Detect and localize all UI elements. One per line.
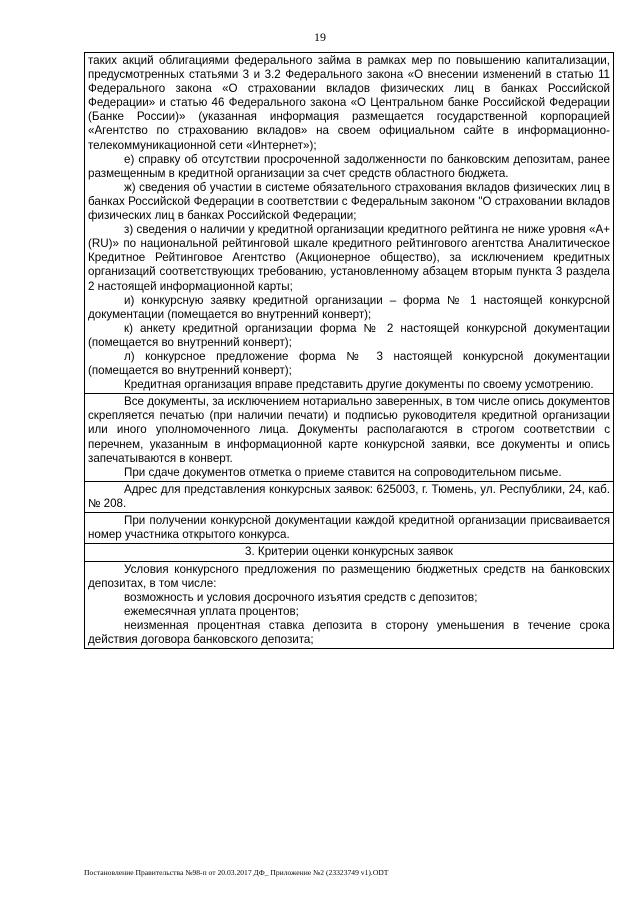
page-number: 19 [314, 30, 326, 44]
table-row [85, 394, 614, 482]
table-row [85, 544, 614, 562]
paragraph: При сдаче документов отметка о приеме ставится на сопроводительном письме. [124, 465, 562, 479]
paragraph: Условия конкурсного предложения по размещению бюджетных средств на банковских депозитах, в том числе: [88, 562, 610, 590]
address-cell [85, 481, 614, 512]
documents-list-cell [85, 53, 614, 394]
table-row [85, 513, 614, 544]
paragraph: и) конкурсную заявку кредитной организации – форма № 1 настоящей конкурсной документации (помещается во внутренний конверт); [88, 293, 610, 321]
table-row [85, 53, 614, 394]
paragraph: л) конкурсное предложение форма № 3 настоящей конкурсной документации (помещается во внутренний конверт); [88, 349, 610, 378]
paragraph: Кредитная организация вправе представить другие документы по своему усмотрению. [124, 378, 594, 392]
table-row [85, 481, 614, 512]
criteria-cell [85, 561, 614, 649]
paragraph: ж) сведения об участии в системе обязательного страхования вкладов физических лиц в банках Российской Федерации в соответствии с Федеральным законом "О страховании вкладов физических лиц в банках Российской Федерации; [88, 180, 610, 223]
table-row [85, 561, 614, 649]
page-footer: Постановление Правительства №98-п от 20.03.2017 ДФ_ Приложение №2 (23323749 v1).ODT [84, 868, 389, 877]
section-heading: 3. Критерии оценки конкурсных заявок [85, 544, 614, 562]
paragraph: к) анкету кредитной организации форма № 2 настоящей конкурсной документации (помещается во внутренний конверт); [88, 321, 610, 349]
paragraph: Все документы, за исключением нотариально заверенных, в том числе опись документов скрепляется печатью (при наличии печати) и подписью руководителя кредитной организации или иного уполномоченного лица. Документы располагаются в строгом соответствии с перечнем, указанным в информационной карте конкурсной заявки, все документы и опись запечатываются в конверт. [88, 395, 610, 465]
paragraph: таких акций облигациями федерального займа в рамках мер по повышению капитализации, предусмотренных статьями 3 и 3.2 Федерального закона «О внесении изменений в статью 11 Федерального закона «О страховании вкладов физических лиц в банках Российской Федерации» и статью 46 Федерального закона «О Центральном банке Российской Федерации (Банке России)» (указанная информация размещается государственной корпорацией «Агентство по страхованию вкладов» на своем официальном сайте в информационно-телекоммуникационной сети «Интернет»); [88, 54, 610, 152]
document-table [84, 52, 614, 649]
paragraph: ежемесячная уплата процентов; [124, 604, 299, 618]
paragraph: При получении конкурсной документации каждой кредитной организации присваивается номер участника открытого конкурса. [88, 514, 610, 542]
paragraph: возможность и условия досрочного изъятия средств с депозитов; [124, 590, 478, 604]
paragraph: з) сведения о наличии у кредитной организации кредитного рейтинга не ниже уровня «A+(RU)» по национальной рейтинговой шкале кредитного рейтингового агентства Аналитическое Кредитное Рейтинговое Агентство (Акционерное общество), за исключением кредитных организаций соответствующих требованию, установленному абзацем вторым пункта 3 раздела 2 настоящей информационной карты; [88, 223, 610, 293]
participant-number-cell [85, 513, 614, 544]
paragraph: неизменная процентная ставка депозита в сторону уменьшения в течение срока действия договора банковского депозита; [88, 619, 610, 647]
sealing-requirements-cell [85, 394, 614, 482]
paragraph: е) справку об отсутствии просроченной задолженности по банковским депозитам, ранее размещенным в кредитной организации за счет средств областного бюджета. [88, 152, 610, 180]
paragraph: Адрес для представления конкурсных заявок: 625003, г. Тюмень, ул. Республики, 24, каб. № 208. [88, 482, 610, 510]
